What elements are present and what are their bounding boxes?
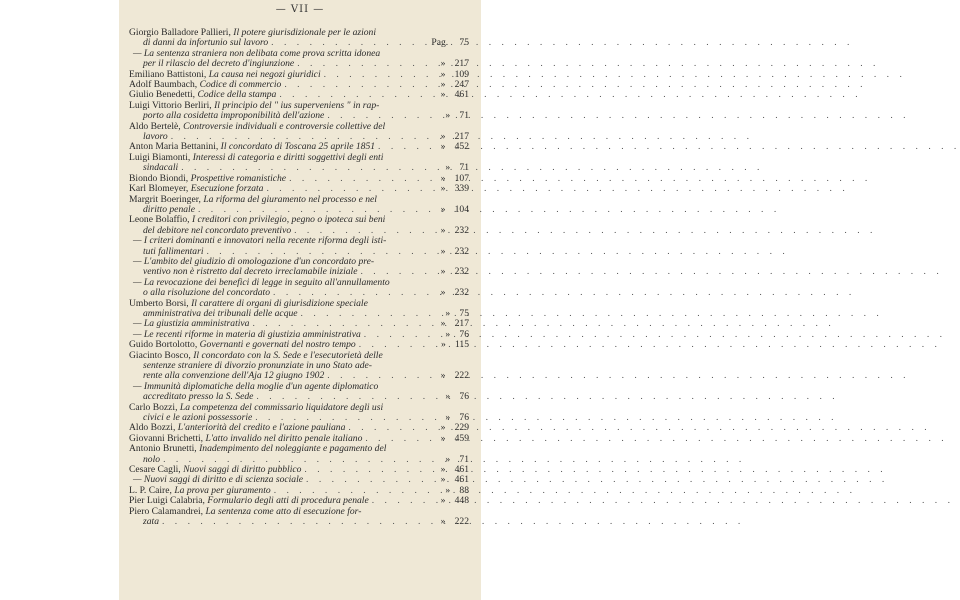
entry-author: Guido Bortolotto,: [129, 339, 200, 351]
page-number: [439, 90, 469, 100]
entry-title-text: Il carattere di organi di giurisdizione speciale: [191, 297, 368, 309]
entry-title-text: di danni da infortunio sul lavoro: [143, 37, 269, 49]
index-entry: [129, 351, 469, 382]
ditto-mark: »: [440, 318, 446, 330]
page-number-value: 104: [454, 203, 469, 215]
entry-title-text: per il rilascio del decreto d'ingiunzione: [143, 58, 295, 70]
page-number-value: 217: [454, 58, 469, 70]
index-entry: [129, 28, 469, 49]
entry-title-text: amministrativa dei tribunali delle acque: [143, 307, 298, 319]
entry-author: Umberto Borsi,: [129, 297, 192, 309]
ditto-mark: »: [440, 141, 446, 153]
entry-title-text: lavoro: [143, 131, 168, 143]
page-number-value: 115: [454, 339, 469, 351]
entry-title-text: accreditato presso la S. Sede: [143, 391, 254, 403]
entry-author: Leone Bolaffio,: [129, 214, 192, 226]
ditto-mark: »: [440, 203, 446, 215]
ditto-mark: »: [440, 68, 446, 80]
ditto-mark: »: [440, 464, 446, 476]
entry-title-text: nolo: [143, 453, 161, 465]
page-number-value: 232: [454, 245, 469, 257]
entry-author: Karl Blomeyer,: [129, 183, 191, 195]
page-number-value: 232: [454, 287, 469, 299]
page-number: [431, 38, 469, 48]
ditto-mark: »: [440, 339, 446, 351]
ditto-mark: »: [440, 287, 446, 299]
ditto-mark: »: [440, 172, 446, 184]
page-number-value: 222: [454, 370, 469, 382]
ditto-mark: »: [445, 412, 451, 424]
page-number-value: 232: [454, 224, 469, 236]
entry-author: L. P. Caire,: [129, 484, 175, 496]
entry-title-text: diritto penale: [143, 203, 195, 215]
page-number-value: 109: [454, 68, 469, 80]
entry-title-text: La prova per giuramento: [174, 484, 271, 496]
page-number: [439, 496, 469, 506]
page-number-value: 461: [454, 474, 469, 486]
page-number-value: 229: [454, 422, 469, 434]
page-number-value: 76: [459, 391, 469, 403]
entry-title-text: sindacali: [143, 162, 179, 174]
entry-title-text: civici e le azioni possessorie: [143, 412, 253, 424]
entry-author: Antonio Brunetti,: [129, 443, 200, 455]
entry-title-text: L'anteriorità del credito e l'azione pauliana: [177, 422, 346, 434]
page-number-value: 448: [454, 495, 469, 507]
index-entry: [129, 382, 469, 403]
ditto-mark: »: [445, 110, 451, 122]
ditto-mark: »: [445, 484, 451, 496]
entry-author: Anton Maria Bettanini,: [129, 141, 221, 153]
page-number-value: 75: [459, 307, 469, 319]
entry-title-text: I creditori con privilegio, pegno o ipoteca sui beni: [191, 214, 386, 226]
index-entry: [129, 215, 469, 236]
entry-title-text: Il principio del " ius superveniens " in rap-: [214, 99, 380, 111]
entry-title-text: Prospettive romanistiche: [190, 172, 287, 184]
entry-author: Carlo Bozzi,: [129, 401, 180, 413]
entry-title-text: La competenza del commissario liquidatore degli usi: [179, 401, 384, 413]
entry-title-text: o alla risoluzione del concordato: [143, 287, 271, 299]
entry-title-text: zata: [143, 516, 159, 528]
entry-title-text: — L'ambito del giudizio di omologazione d'un concordato pre-: [133, 255, 375, 267]
index-entry: [129, 101, 469, 122]
page-number-value: 232: [454, 266, 469, 278]
ditto-mark: »: [440, 495, 446, 507]
index-entry: [129, 299, 469, 320]
page-folio: — VII —: [275, 4, 325, 15]
ditto-mark: »: [440, 79, 446, 91]
index-entry: [129, 507, 469, 528]
ditto-mark: »: [445, 307, 451, 319]
ditto-mark: »: [445, 328, 451, 340]
ditto-mark: »: [440, 58, 446, 70]
ditto-mark: »: [445, 391, 451, 403]
page-number-value: 107: [454, 172, 469, 184]
ditto-mark: »: [440, 474, 446, 486]
ditto-mark: »: [440, 183, 446, 195]
page-number: [439, 142, 469, 152]
entry-title-text: — La giustizia amministrativa: [133, 318, 250, 330]
entry-author: Giacinto Bosco,: [129, 349, 194, 361]
entry-title-text: Controversie individuali e controversie collettive del: [183, 120, 386, 132]
index-entry: [129, 278, 469, 299]
page-number-value: 76: [459, 328, 469, 340]
page-number-value: 247: [454, 79, 469, 91]
page-number: [439, 288, 469, 298]
index-entry: [129, 236, 469, 257]
index-entry: [129, 257, 469, 278]
page-number-value: 71: [459, 453, 469, 465]
dot-leader: [369, 496, 439, 506]
page-number-value: 76: [459, 412, 469, 424]
page-number-value: 217: [454, 318, 469, 330]
index-entry: [129, 403, 469, 424]
page-number-value: 452: [454, 141, 469, 153]
ditto-mark: »: [440, 89, 446, 101]
ditto-mark: »: [440, 370, 446, 382]
page-number: [439, 205, 469, 215]
ditto-mark: »: [440, 245, 446, 257]
page-number: [439, 434, 469, 444]
entry-title-text: La riforma del giuramento nel processo e nel: [203, 193, 377, 205]
entry-title-text: sentenze straniere di divorzio pronunziate in uno Stato ade-: [143, 360, 372, 371]
entry-author: Margrit Boeringer,: [129, 193, 204, 205]
entry-title-text: La causa nei negozi giuridici: [208, 68, 321, 80]
page-number: [439, 517, 469, 527]
entry-title-text: tuti fallimentari: [143, 245, 204, 257]
entry-author: Biondo Biondi,: [129, 172, 191, 184]
page-number-value: 75: [459, 37, 469, 49]
entry-author: Luigi Biamonti,: [129, 151, 193, 163]
entry-title-text: La sentenza come atto di esecuzione for-: [205, 505, 362, 517]
entry-author: Adolf Baumbach,: [129, 79, 200, 91]
index-entry: [129, 122, 469, 143]
entry-author: Piero Calamandrei,: [129, 505, 206, 517]
page-number: [439, 226, 469, 236]
page-number-value: 88: [459, 484, 469, 496]
entry-author: Aldo Bozzi,: [129, 422, 178, 434]
ditto-mark: »: [440, 131, 446, 143]
page-number: [439, 267, 469, 277]
page-number-value: 339: [454, 183, 469, 195]
entry-title-text: — La sentenza straniera non delibata come prova scritta idonea: [133, 47, 381, 59]
entry-title-text: rente alla convenzione dell'Aja 12 giugno 1902: [143, 370, 325, 382]
entry-title-text: Formulario degli atti di procedura penale: [207, 495, 369, 507]
entry-title-text: del debitore nel concordato preventivo: [143, 224, 292, 236]
page-number: [439, 340, 469, 350]
entry-title-text: porto alla cosidetta improponibilità dell'azione: [143, 110, 325, 122]
dot-leader: [159, 517, 439, 527]
entry-title-text: ventivo non è ristretto dal decreto irreclamabile iniziale: [143, 266, 358, 278]
ditto-mark: »: [440, 432, 446, 444]
entry-author: Giovanni Brichetti,: [129, 432, 206, 444]
ditto-mark: »: [445, 162, 451, 174]
page-number: [439, 392, 469, 402]
entry-title-text: Esecuzione forzata: [190, 183, 264, 195]
entry-author: Giorgio Balladore Pallieri,: [129, 27, 234, 38]
page-number-value: 71: [459, 110, 469, 122]
page-number-value: 222: [454, 516, 469, 528]
entry-author: Luigi Vittorio Berliri,: [129, 99, 215, 111]
page-number-value: 461: [454, 464, 469, 476]
entry-title-text: Codice della stampa: [197, 89, 277, 101]
entry-title-text: Il concordato con la S. Sede e l'esecutorietà delle: [193, 349, 383, 361]
entry-author: Cesare Cagli,: [129, 464, 184, 476]
ditto-mark: »: [440, 266, 446, 278]
page-number-value: 71: [459, 162, 469, 174]
entry-title-text: — La revocazione dei benefici di legge in seguito all'annullamento: [133, 276, 390, 288]
page-number-value: 459: [454, 432, 469, 444]
ditto-mark: »: [445, 453, 451, 465]
entry-line: [129, 517, 469, 527]
entry-title-text: Interessi di categoria e diritti soggettivi degli enti: [192, 151, 384, 163]
index-entry: [129, 49, 469, 70]
entry-author: Giulio Benedetti,: [129, 89, 198, 101]
entry-title-text: — Le recenti riforme in materia di giustizia amministrativa: [133, 328, 361, 340]
ditto-mark: »: [440, 516, 446, 528]
entry-title-text: — I criteri dominanti e innovatori nella recente riforma degli isti-: [133, 235, 387, 247]
entry-author: Aldo Bertelè,: [129, 120, 184, 132]
entry-title-text: Governanti e governati del nostro tempo: [199, 339, 356, 351]
pag-label: Pag.: [431, 37, 449, 49]
entry-title-text: Nuovi saggi di diritto pubblico: [183, 464, 302, 476]
index-entry: [129, 444, 469, 465]
entry-title-text: L'atto invalido nel diritto penale italiano: [205, 432, 363, 444]
index-entries: [129, 28, 469, 528]
ditto-mark: »: [440, 422, 446, 434]
entry-title-text: Codice di commercio: [199, 79, 282, 91]
entry-title-text: Il potere giurisdizionale per le azioni: [233, 27, 377, 38]
page-number: [439, 371, 469, 381]
ditto-mark: »: [440, 224, 446, 236]
entry-author: Emiliano Battistoni,: [129, 68, 209, 80]
page-number-value: 217: [454, 131, 469, 143]
entry-title-text: Inadempimento del noleggiante e pagamento del: [199, 443, 387, 455]
page-number: [439, 247, 469, 257]
entry-title-text: — Nuovi saggi di diritto e di scienza sociale: [133, 474, 304, 486]
entry-title-text: Il concordato di Toscana 25 aprile 1851: [220, 141, 376, 153]
page-number-value: 461: [454, 89, 469, 101]
index-entry: [129, 195, 469, 216]
dot-leader: [375, 142, 439, 152]
page-number: [439, 184, 469, 194]
entry-author: Pier Luigi Calabria,: [129, 495, 208, 507]
page-number: [439, 111, 469, 121]
index-entry: [129, 153, 469, 174]
book-page: [119, 0, 481, 600]
entry-title-text: — Immunità diplomatiche della moglie d'un agente diplomatico: [133, 380, 379, 392]
